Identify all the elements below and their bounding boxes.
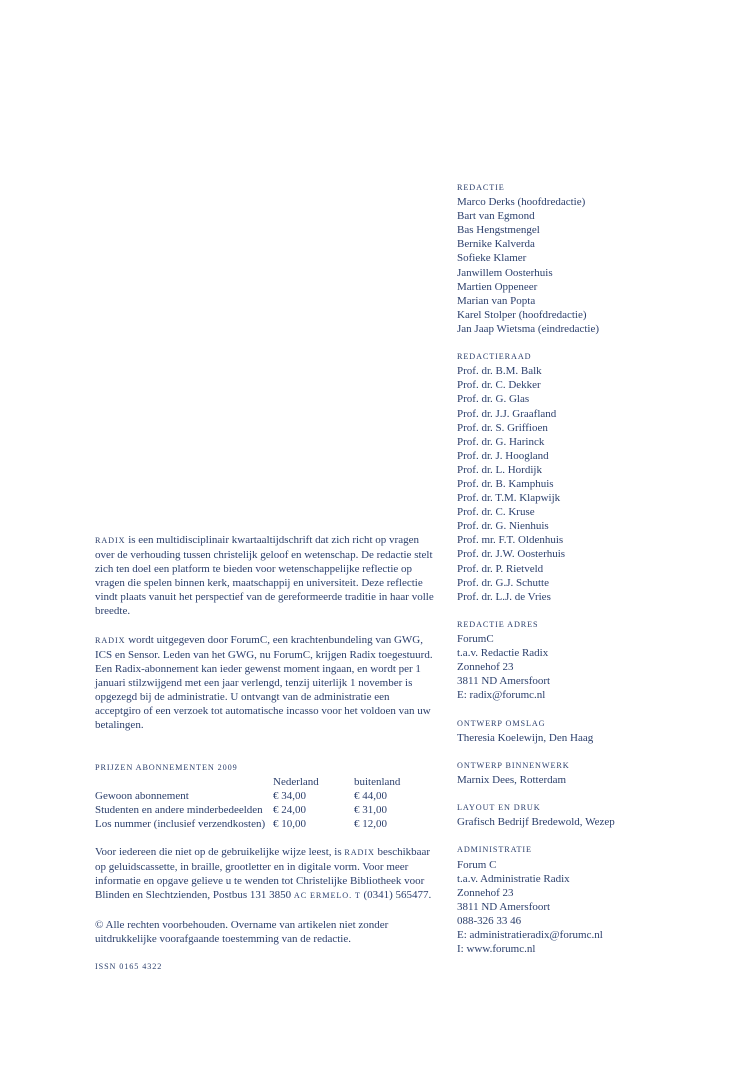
cell: Studenten en andere minderbedeelden xyxy=(95,803,263,816)
radix-smallcaps: RADIX xyxy=(95,536,126,545)
header-cell: Nederland xyxy=(273,775,319,788)
list-item: Theresia Koelewijn, Den Haag xyxy=(457,731,594,744)
intro-paragraph xyxy=(95,533,435,619)
section-administratie xyxy=(457,843,727,956)
list-item: E: radix@forumc.nl xyxy=(457,689,546,702)
list-item: I: www.forumc.nl xyxy=(457,943,536,956)
list-item: Marco Derks (hoofdredactie) xyxy=(457,196,586,209)
cell: € 31,00 xyxy=(354,803,387,816)
list-item: 3811 ND Amersfoort xyxy=(457,675,551,688)
section-heading: REDACTIERAAD xyxy=(457,352,532,362)
publisher-text: wordt uitgegeven door ForumC, een krachtenbundeling van GWG, ICS en Sensor. Leden van het GWG, nu ForumC, krijgen Radix toegestuurd. Een Radix-abonnement kan ieder gewenst moment ingaan, en wordt per 1 januari stilzwijgend met een jaar verlengd, tenzij uiterlijk 1 november is opgezegd bij de administratie. U ontvangt van de administratie een acceptgiro of een verzoek tot automatische incasso voor het voldoen van uw betalingen. xyxy=(95,633,433,732)
list-item: Grafisch Bedrijf Bredewold, Wezep xyxy=(457,816,615,829)
section-heading: LAYOUT EN DRUK xyxy=(457,803,541,813)
list-item: Prof. dr. B.M. Balk xyxy=(457,365,542,378)
section-heading: REDACTIE xyxy=(457,183,505,192)
accessibility-paragraph xyxy=(95,845,435,903)
list-item: t.a.v. Redactie Radix xyxy=(457,647,549,660)
cell: Gewoon abonnement xyxy=(95,789,189,802)
text: beschikbaar op geluidscassette, in braille, grootletter en in digitale vorm. Voor meer informatie en opgave gelieve u te wenden tot Christelijke Bibliotheek voor Blinden en Slechtzienden, Postbus 131 3850 xyxy=(95,846,431,902)
list-item: Prof. dr. G. Glas xyxy=(457,393,530,406)
cell: € 24,00 xyxy=(273,803,306,816)
list-item: 3811 ND Amersfoort xyxy=(457,900,551,913)
list-item: E: administratieradix@forumc.nl xyxy=(457,928,603,941)
list-item: Zonnehof 23 xyxy=(457,886,514,899)
list-item: Prof. dr. L.J. de Vries xyxy=(457,590,551,603)
table-row xyxy=(95,803,400,817)
cell: Los nummer (inclusief verzendkosten) xyxy=(95,817,266,830)
list-item: Prof. dr. P. Rietveld xyxy=(457,562,544,575)
copyright-paragraph: © Alle rechten voorbehouden. Overname van artikelen niet zonder uitdrukkelijke voorafgaande toestemming van de redactie. xyxy=(95,918,389,945)
section-ontwerp-binnenwerk xyxy=(457,759,727,787)
section-redactie xyxy=(457,181,727,336)
text: (0341) 565477. xyxy=(360,889,432,902)
list-item: Jan Jaap Wietsma (eindredactie) xyxy=(457,322,599,335)
list-item: Prof. dr. L. Hordijk xyxy=(457,463,542,476)
list-item: Prof. dr. G.J. Schutte xyxy=(457,576,549,589)
list-item: Sofieke Klamer xyxy=(457,252,527,265)
cell: € 10,00 xyxy=(273,817,306,830)
list-item: Prof. dr. C. Kruse xyxy=(457,506,535,519)
radix-smallcaps: RADIX xyxy=(95,635,126,645)
list-item: Prof. dr. B. Kamphuis xyxy=(457,477,554,490)
list-item: t.a.v. Administratie Radix xyxy=(457,872,570,885)
table-row xyxy=(95,789,400,803)
list-item: Janwillem Oosterhuis xyxy=(457,266,553,279)
list-item: Karel Stolper (hoofdredactie) xyxy=(457,308,587,321)
colophon-left-column xyxy=(95,533,435,974)
header-cell xyxy=(95,775,273,789)
section-heading: ADMINISTRATIE xyxy=(457,845,532,855)
list-item: Prof. dr. J.J. Graafland xyxy=(457,407,557,420)
list-item: Prof. mr. F.T. Oldenhuis xyxy=(457,534,564,547)
prices-heading: PRIJZEN ABONNEMENTEN 2009 xyxy=(95,762,238,772)
list-item: Prof. dr. J.W. Oosterhuis xyxy=(457,548,566,561)
prices-header-row xyxy=(95,775,400,789)
section-redactieraad xyxy=(457,350,727,604)
section-redactie-adres xyxy=(457,618,727,703)
colophon-right-column xyxy=(457,181,727,970)
cell: € 44,00 xyxy=(354,789,387,802)
list-item: Marian van Popta xyxy=(457,294,536,307)
list-item: Zonnehof 23 xyxy=(457,661,514,674)
section-layout xyxy=(457,801,727,829)
list-item: Martien Oppeneer xyxy=(457,280,538,293)
section-heading: REDACTIE ADRES xyxy=(457,619,539,629)
intro-text: is een multidisciplinair kwartaaltijdschrift dat zich richt op vragen over de verhouding tussen christelijk geloof en wetenschap. De redactie stelt zich ten doel een platform te bieden voor wetenschappelijke reflectie op vragen die spelen binnen kerk, maatschappij en universiteit. Deze reflectie vindt plaats vanuit het perspectief van de gereformeerde traditie in haar volle breedte. xyxy=(95,534,434,618)
list-item: Bas Hengstmengel xyxy=(457,224,540,237)
cell: € 12,00 xyxy=(354,817,387,830)
list-item: 088-326 33 46 xyxy=(457,914,522,927)
publisher-paragraph xyxy=(95,633,435,733)
section-heading: ONTWERP OMSLAG xyxy=(457,718,546,728)
list-item: Bart van Egmond xyxy=(457,210,535,223)
issn: ISSN 0165 4322 xyxy=(95,961,163,971)
list-item: Prof. dr. S. Griffioen xyxy=(457,421,548,434)
list-item: Prof. dr. J. Hoogland xyxy=(457,449,549,462)
list-item: Prof. dr. C. Dekker xyxy=(457,379,541,392)
radix-smallcaps: RADIX xyxy=(344,848,375,858)
section-heading: ONTWERP BINNENWERK xyxy=(457,760,570,770)
prices-table xyxy=(95,775,400,831)
list-item: ForumC xyxy=(457,633,494,645)
list-item: Marnix Dees, Rotterdam xyxy=(457,773,567,786)
cell: € 34,00 xyxy=(273,789,306,802)
list-item: Prof. dr. T.M. Klapwijk xyxy=(457,492,561,505)
list-item: Prof. dr. G. Harinck xyxy=(457,435,545,448)
text: Voor iedereen die niet op de gebruikelijke wijze leest, is xyxy=(95,846,345,859)
header-cell: buitenland xyxy=(354,775,401,788)
section-ontwerp-omslag xyxy=(457,717,727,745)
list-item: Bernike Kalverda xyxy=(457,238,535,251)
list-item: Forum C xyxy=(457,858,497,871)
table-row xyxy=(95,817,400,831)
list-item: Prof. dr. G. Nienhuis xyxy=(457,520,549,533)
text: AC ERMELO. T xyxy=(293,891,361,901)
